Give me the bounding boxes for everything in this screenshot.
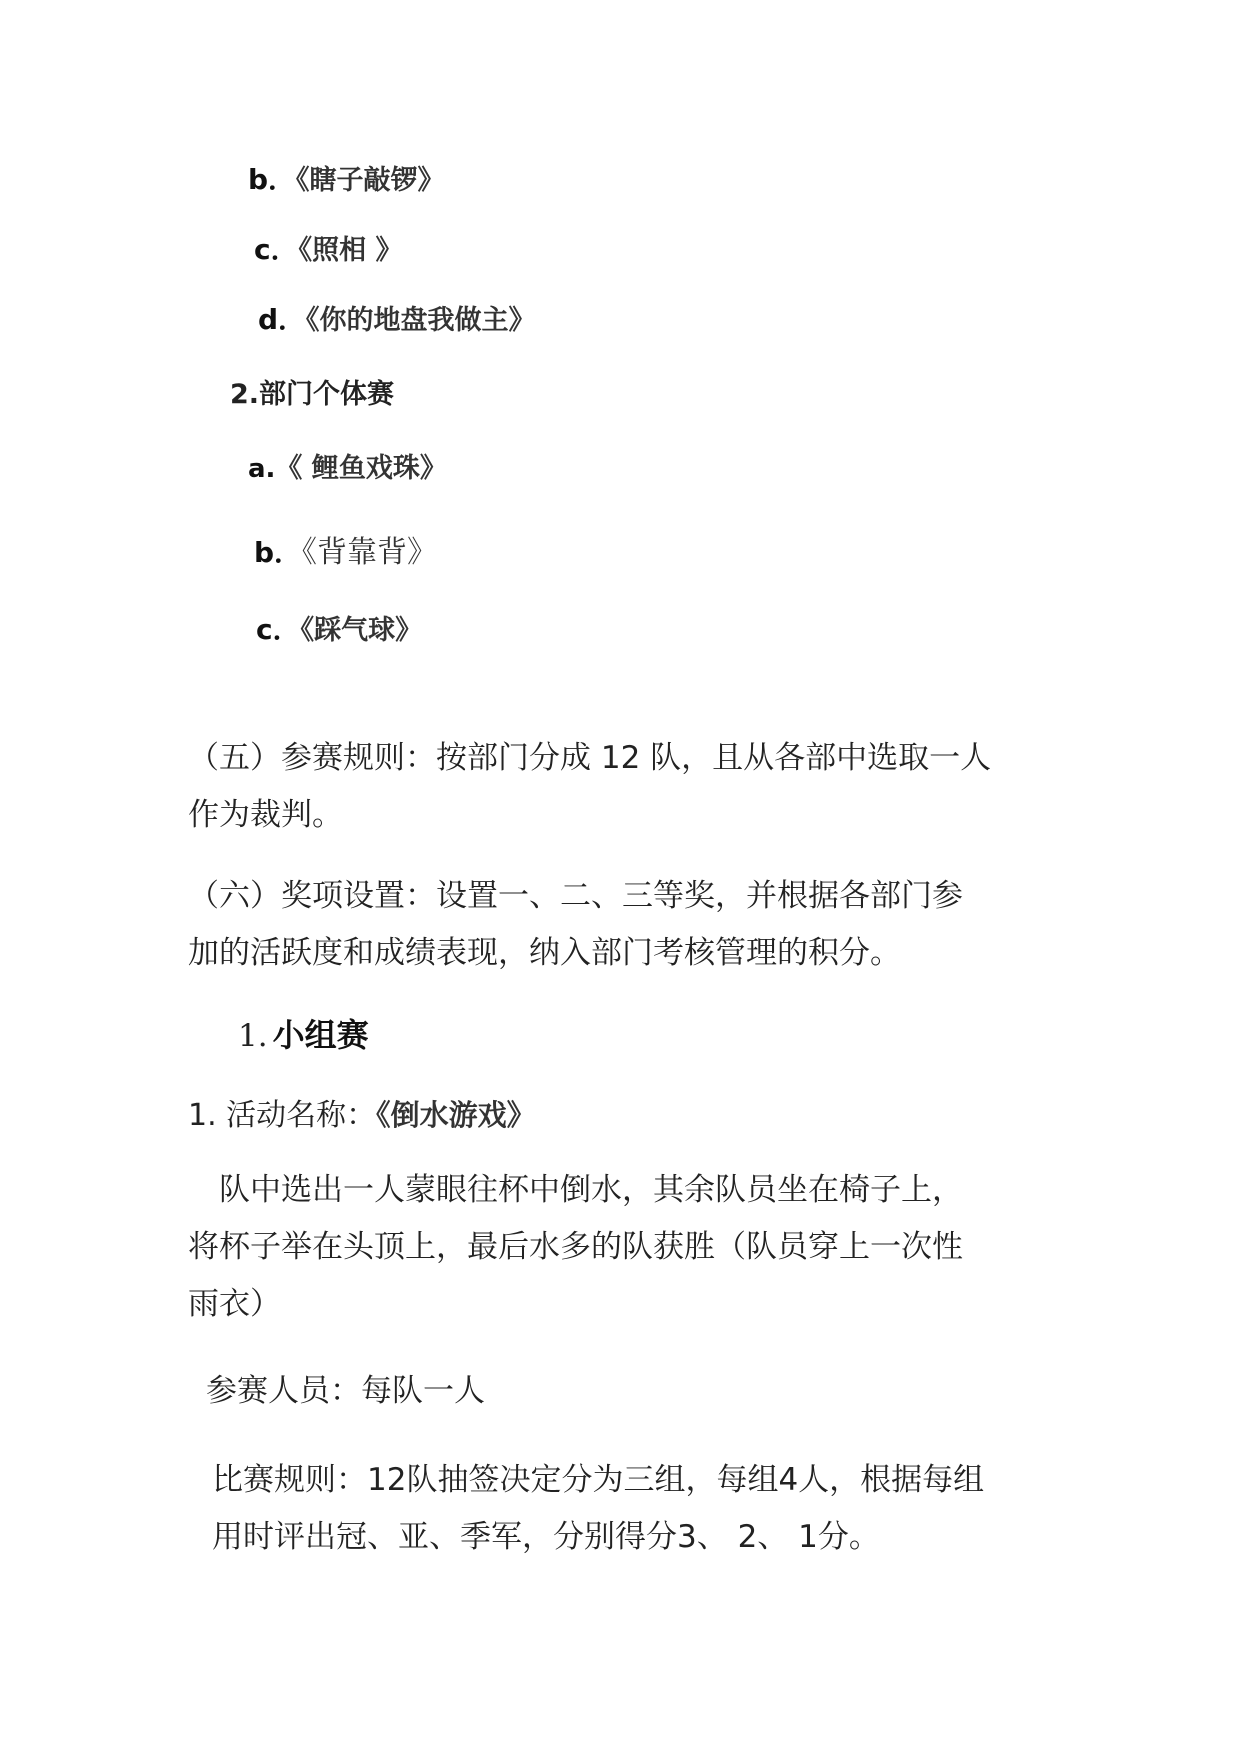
group-number: 1. [238,1018,268,1054]
item-title: 《踩气球》 [300,615,423,646]
section-heading: 2.部门个体赛 [230,379,395,410]
item-label: a. [248,454,276,484]
item-title: 《照相 》 [298,235,403,266]
item-label: b． [248,163,297,196]
group-heading [238,1010,369,1056]
item-title: 《 鲤鱼戏珠》 [275,453,447,484]
list-item [258,298,536,338]
group-title: 小组赛 [272,1016,369,1054]
desc-line: 将杯子举在头顶上，最后水多的队获胜（队员穿上一次性 [188,1229,963,1265]
item-label: b． [254,536,303,569]
activity-prefix: 1. 活动名称： [188,1098,377,1133]
rules-line: （五）参赛规则：按部门分成 12 队，且从各部中选取一人 [188,740,992,776]
item-title: 《你的地盘我做主》 [306,305,536,336]
desc-line: 雨衣） [188,1286,281,1322]
awards-line: 加的活跃度和成绩表现，纳入部门考核管理的积分。 [188,935,901,971]
match-rules-line: 比赛规则：12队抽签决定分为三组，每组4人，根据每组 [212,1462,985,1498]
list-item [248,446,447,485]
awards-line: （六）奖项设置：设置一、二、三等奖，并根据各部门参 [188,878,963,914]
item-label: c． [254,233,299,266]
activity-name [188,1090,536,1134]
activity-title: 《倒水游戏》 [376,1098,536,1132]
item-title: 《瞎子敲锣》 [296,165,445,196]
list-item [254,228,403,268]
match-rules-line: 用时评出冠、亚、季军，分别得分3、 2、 1分。 [212,1519,880,1555]
participants-line: 参赛人员：每队一人 [206,1373,485,1409]
item-label: c． [256,613,301,646]
list-item [254,527,437,571]
rules-line: 作为裁判。 [188,797,343,833]
list-item [256,608,422,648]
item-label: d． [258,303,307,336]
desc-line: 队中选出一人蒙眼往杯中倒水，其余队员坐在椅子上， [188,1172,963,1208]
list-item [248,158,445,198]
item-title: 《背靠背》 [302,535,438,570]
